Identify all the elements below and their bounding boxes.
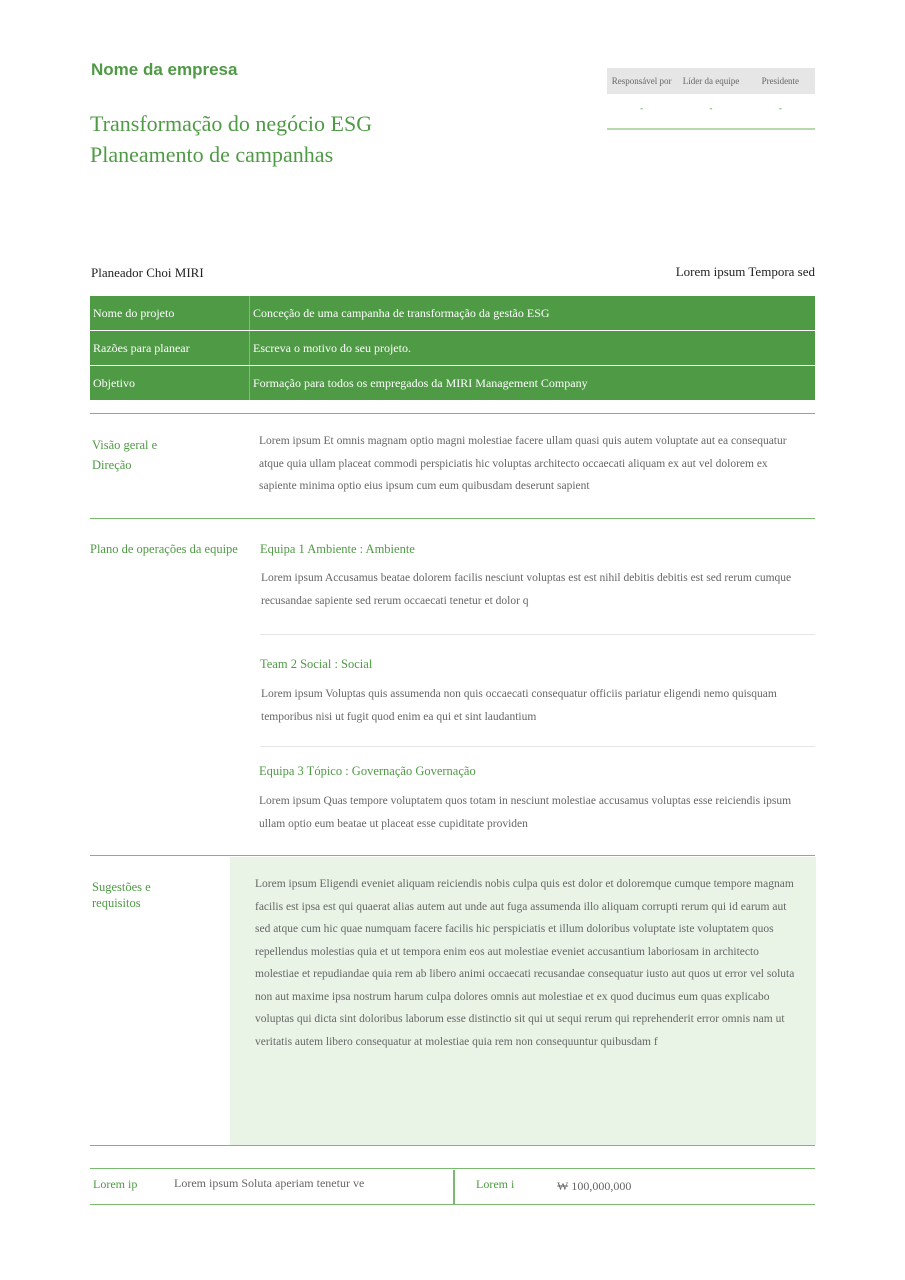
team-1-text[interactable]: Lorem ipsum Accusamus beatae dolorem facilis nesciunt voluptas est est nihil debitis debitis est sed rerum cumque recusandae sapiente sed rerum occaecati tenetur et dolor q (261, 572, 792, 607)
project-name-label: Nome do projeto (90, 296, 250, 331)
approval-col-responsible: Responsável por (611, 76, 672, 86)
approval-col-team-leader: Líder da equipe (682, 76, 740, 86)
footer-bottom-line (90, 1204, 815, 1205)
company-name: Nome da empresa (91, 60, 238, 79)
table-row (90, 366, 815, 401)
team-3-text[interactable]: Lorem ipsum Quas tempore voluptatem quos totam in nesciunt molestiae accusamus voluptas esse reiciendis ipsum ullam optio eum beatae ut placeat esse cupiditate providen (259, 795, 792, 830)
approval-col-president: Presidente (761, 76, 800, 86)
planner-name: Planeador Choi MIRI (91, 265, 204, 280)
section-divider (90, 413, 815, 414)
footer-left-text[interactable]: Lorem ipsum Soluta aperiam tenetur ve (174, 1176, 365, 1190)
suggestions-label-line-1: Sugestões e (92, 880, 151, 894)
approval-box (607, 68, 815, 130)
planning-reason-label: Razões para planear (90, 331, 250, 366)
suggestions-label-line-2: requisitos (92, 896, 141, 910)
approval-sign-responsible[interactable]: - (640, 103, 644, 113)
objective-label: Objetivo (90, 366, 250, 401)
team-3-title: Equipa 3 Tópico : Governação Governação (259, 764, 476, 778)
approval-sign-president[interactable]: - (778, 103, 782, 113)
planning-reason-value[interactable]: Escreva o motivo do seu projeto. (250, 331, 816, 366)
approval-header (607, 68, 815, 94)
title-line-1: Transformação do negócio ESG (90, 111, 373, 136)
right-note: Lorem ipsum Tempora sed (675, 264, 815, 279)
team-1-title: Equipa 1 Ambiente : Ambiente (260, 542, 415, 556)
section-divider (90, 518, 815, 519)
section-divider (90, 855, 815, 856)
overview-label-line-2: Direção (92, 458, 132, 472)
document-title (90, 108, 372, 170)
footer-top-line (90, 1168, 815, 1169)
operations-label: Plano de operações da equipe (90, 542, 238, 556)
title-line-2: Planeamento de campanhas (90, 142, 334, 167)
suggestions-text[interactable]: Lorem ipsum Eligendi eveniet aliquam reiciendis nobis culpa quis est dolor et doloremque cumque tempore magnam facilis est ipsa est qui quaerat alias autem aut unde aut fuga assumenda illo aliquam corrupti rerum qui id earum aut sed atque cum hic quae numquam facere facilis hic perspiciatis et illum doloribus voluptate iste voluptatem quos repellendus molestias quia et ut tempora enim eos aut molestiae eveniet accusantium laboriosam in architecto molestiae et repudiandae quia rem ab libero animi occaecati recusandae consequatur iusto aut quos ut error vel soluta non aut maxime ipsa nostrum harum culpa dolores omnis aut molestiae et ex quod ducimus eum quas explicabo voluptas qui dicta sint doloribus laborum esse distinctio sit qui ut sequi rerum qui reprehenderit error omnis nam ut veritatis autem libero consequatur at molestiae quia rem non consequuntur quibusdam f (255, 878, 795, 1048)
project-info-table (90, 296, 815, 401)
approval-signatures (607, 94, 815, 130)
table-row (90, 331, 815, 366)
overview-label (92, 435, 157, 475)
footer-divider (453, 1170, 455, 1204)
footer-right-label: Lorem i (476, 1177, 515, 1191)
objective-value[interactable]: Formação para todos os empregados da MIRI Management Company (250, 366, 816, 401)
footer-left-label: Lorem ip (93, 1177, 138, 1191)
approval-sign-team-leader[interactable]: - (709, 103, 713, 113)
section-divider (90, 1145, 815, 1146)
overview-text[interactable]: Lorem ipsum Et omnis magnam optio magni molestiae facere ullam quasi quis autem voluptate aut ea consequatur atque quia ullam placeat commodi perspiciatis hic voluptas architecto occaecati aliquam ex aut vel dolorem ex sapiente minima optio eius ipsum cum eum quibusdam deserunt sapient (259, 435, 787, 492)
suggestions-label (92, 879, 151, 911)
budget-amount[interactable]: ₩ 100,000,000 (557, 1179, 632, 1193)
table-row (90, 296, 815, 331)
team-2-text[interactable]: Lorem ipsum Voluptas quis assumenda non quis occaecati consequatur officiis pariatur eligendi nemo quisquam temporibus nisi ut fugit quod enim ea qui et sint laudantium (261, 688, 777, 723)
team-divider (260, 746, 815, 747)
project-name-value[interactable]: Conceção de uma campanha de transformação da gestão ESG (250, 296, 816, 331)
overview-label-line-1: Visão geral e (92, 438, 158, 452)
team-divider (260, 634, 815, 635)
team-2-title: Team 2 Social : Social (260, 657, 373, 671)
